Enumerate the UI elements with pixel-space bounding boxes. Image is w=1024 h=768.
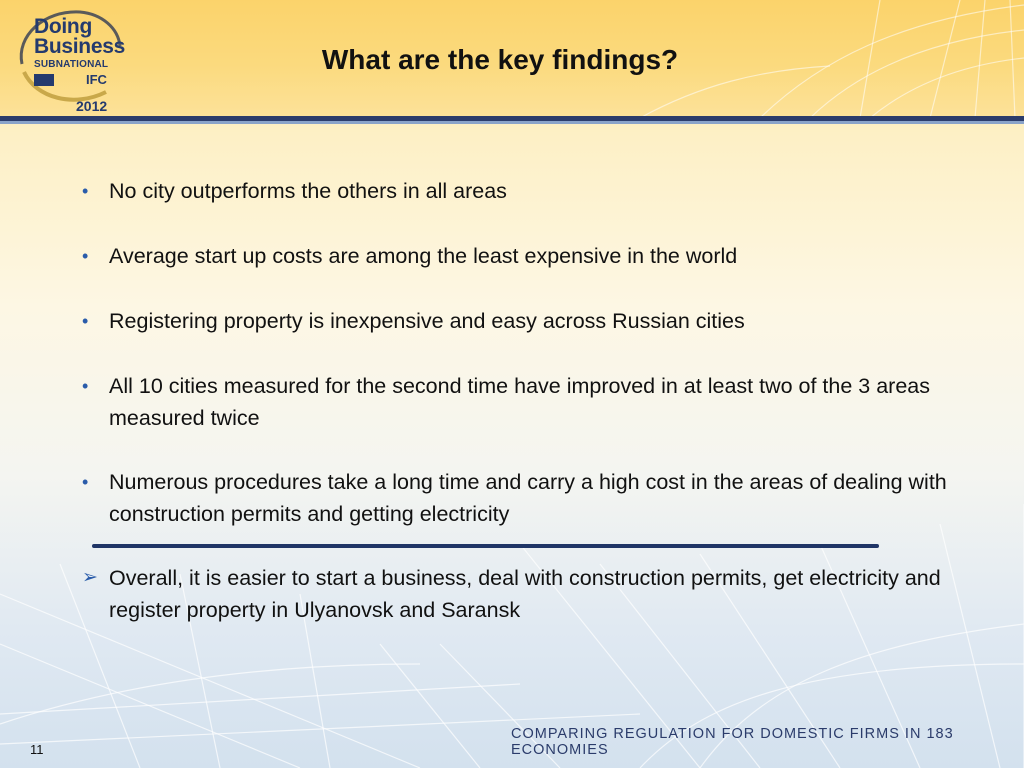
bullet-icon: • [82, 376, 89, 396]
footer-tagline: COMPARING REGULATION FOR DOMESTIC FIRMS IN 183 ECONOMIES [511, 726, 954, 758]
list-item-text: Average start up costs are among the least expensive in the world [109, 244, 738, 268]
world-bank-mark-icon [34, 74, 54, 86]
list-item-text: All 10 cities measured for the second time have improved in at least two of the 3 areas measured twice [109, 374, 931, 430]
slide-title: What are the key findings? [321, 44, 679, 75]
logo-text-business: Business [34, 35, 125, 58]
list-item-text: Numerous procedures take a long time and carry a high cost in the areas of dealing with construction permits and getting electricity [109, 470, 947, 526]
bullet-icon: • [82, 246, 89, 266]
logo-text-subnational: SUBNATIONAL [34, 59, 109, 70]
list-item-text: No city outperforms the others in all areas [109, 179, 507, 203]
bullet-icon: • [82, 181, 89, 201]
conclusion-text: Overall, it is easier to start a business, deal with construction permits, get electricity and register property in Ulyanovsk and Saransk [109, 566, 941, 622]
arrow-bullet-icon: ➢ [82, 567, 98, 588]
logo-partner-marks [34, 74, 122, 86]
doing-business-logo [14, 6, 126, 114]
logo-year: 2012 [76, 98, 108, 114]
logo-text-ifc: IFC [86, 72, 107, 87]
background-grid-lines [0, 124, 1024, 768]
list-item-text: Registering property is inexpensive and easy across Russian cities [109, 309, 745, 333]
section-divider [92, 544, 879, 548]
bullet-icon: • [82, 311, 89, 331]
page-number: 11 [30, 742, 44, 757]
bullet-icon: • [82, 472, 89, 492]
logo-text-doing: Doing [34, 15, 92, 38]
